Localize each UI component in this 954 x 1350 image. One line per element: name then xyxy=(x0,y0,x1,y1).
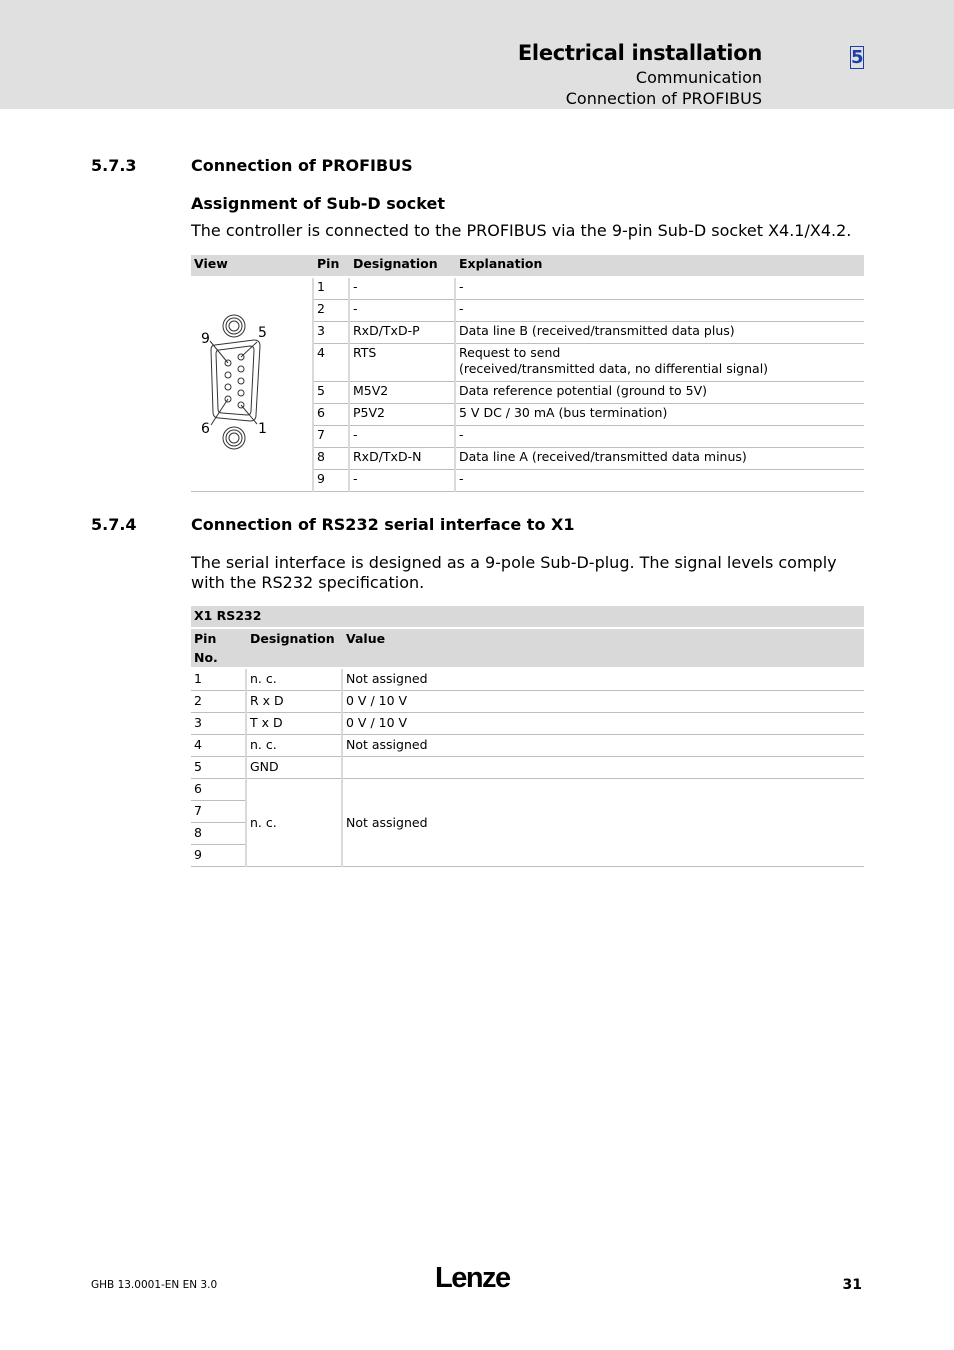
value-cell: Not assigned xyxy=(342,668,864,691)
intro-paragraph: The controller is connected to the PROFIBUS via the 9-pin Sub-D socket X4.1/X4.2. xyxy=(191,221,852,240)
section-subtitle: Communication xyxy=(635,68,762,87)
lenze-logo: Lenze xyxy=(435,1262,510,1294)
value-cell: Not assigned xyxy=(342,779,864,867)
subheading: Assignment of Sub-D socket xyxy=(191,194,445,213)
table-row xyxy=(191,713,864,735)
table-row xyxy=(191,668,864,691)
table-row xyxy=(191,277,864,300)
value-cell: 0 V / 10 V xyxy=(342,713,864,735)
document-id: GHB 13.0001-EN EN 3.0 xyxy=(91,1279,218,1291)
table-header-row xyxy=(191,255,864,277)
pin-cell: 2 xyxy=(191,691,246,713)
pin-cell: 1 xyxy=(191,668,246,691)
explanation-cell: Data line A (received/transmitted data minus) xyxy=(455,448,864,470)
connector-view-cell xyxy=(191,277,313,492)
designation-cell: - xyxy=(349,277,455,300)
page-number: 31 xyxy=(842,1277,862,1293)
chapter-number-link[interactable]: 5 xyxy=(851,47,864,68)
profibus-pin-table xyxy=(191,255,864,492)
designation-cell: P5V2 xyxy=(349,404,455,426)
designation-cell: R x D xyxy=(246,691,342,713)
table-header-row xyxy=(191,628,864,668)
pin-cell: 5 xyxy=(191,757,246,779)
pin-label-1: 1 xyxy=(258,421,267,437)
designation-cell: n. c. xyxy=(246,668,342,691)
intro-paragraph: The serial interface is designed as a 9-pole Sub-D-plug. The signal levels comply with the RS232 specification. xyxy=(191,553,837,592)
explanation-cell: 5 V DC / 30 mA (bus termination) xyxy=(455,404,864,426)
designation-cell: RTS xyxy=(349,344,455,382)
pin-cell: 8 xyxy=(313,448,349,470)
header-cell: Pin No. xyxy=(191,628,246,668)
header-cell: Explanation xyxy=(455,255,864,277)
chapter-title: Electrical installation xyxy=(517,41,762,65)
designation-cell: T x D xyxy=(246,713,342,735)
pin-cell: 8 xyxy=(191,823,246,845)
pin-cell: 4 xyxy=(313,344,349,382)
designation-cell: RxD/TxD-P xyxy=(349,322,455,344)
header-cell: View xyxy=(191,255,313,277)
table-caption: X1 RS232 xyxy=(191,606,864,628)
designation-cell: GND xyxy=(246,757,342,779)
pin-cell: 3 xyxy=(313,322,349,344)
designation-cell: M5V2 xyxy=(349,382,455,404)
pin-cell: 9 xyxy=(191,845,246,867)
designation-cell: n. c. xyxy=(246,735,342,757)
pin-cell: 7 xyxy=(191,801,246,823)
table-row xyxy=(191,691,864,713)
rs232-pin-table xyxy=(191,606,864,867)
section-title: Connection of RS232 serial interface to X1 xyxy=(191,515,575,534)
sub-d-connector-icon xyxy=(191,312,311,472)
designation-cell: n. c. xyxy=(246,779,342,867)
pin-cell: 7 xyxy=(313,426,349,448)
header-cell: Designation xyxy=(246,628,342,668)
subsection-subtitle: Connection of PROFIBUS xyxy=(565,89,762,108)
pin-cell: 3 xyxy=(191,713,246,735)
pin-cell: 6 xyxy=(313,404,349,426)
explanation-line: (received/transmitted data, no differential signal) xyxy=(459,361,769,376)
explanation-cell: - xyxy=(455,277,864,300)
section-number: 5.7.3 xyxy=(91,156,137,175)
header-cell: Value xyxy=(342,628,864,668)
explanation-cell: - xyxy=(455,426,864,448)
header-cell: Designation xyxy=(349,255,455,277)
table-row xyxy=(191,735,864,757)
pin-cell: 4 xyxy=(191,735,246,757)
header-cell: Pin xyxy=(313,255,349,277)
explanation-line: Request to send xyxy=(459,345,561,360)
pin-cell: 2 xyxy=(313,300,349,322)
header-band xyxy=(0,0,954,109)
pin-cell: 9 xyxy=(313,470,349,492)
section-number: 5.7.4 xyxy=(91,515,137,534)
pin-cell: 1 xyxy=(313,277,349,300)
designation-cell: RxD/TxD-N xyxy=(349,448,455,470)
pin-label-6: 6 xyxy=(201,421,210,437)
explanation-cell: Data line B (received/transmitted data plus) xyxy=(455,322,864,344)
section-title: Connection of PROFIBUS xyxy=(191,156,413,175)
table-row xyxy=(191,779,864,801)
explanation-cell: Data reference potential (ground to 5V) xyxy=(455,382,864,404)
table-row xyxy=(191,757,864,779)
pin-label-5: 5 xyxy=(258,325,267,341)
pin-label-9: 9 xyxy=(201,331,210,347)
explanation-cell xyxy=(455,344,864,382)
designation-cell: - xyxy=(349,300,455,322)
designation-cell: - xyxy=(349,470,455,492)
table-caption-row xyxy=(191,606,864,628)
explanation-cell: - xyxy=(455,470,864,492)
pin-cell: 6 xyxy=(191,779,246,801)
explanation-cell: - xyxy=(455,300,864,322)
pin-cell: 5 xyxy=(313,382,349,404)
value-cell: Not assigned xyxy=(342,735,864,757)
value-cell: 0 V / 10 V xyxy=(342,691,864,713)
value-cell xyxy=(342,757,864,779)
designation-cell: - xyxy=(349,426,455,448)
